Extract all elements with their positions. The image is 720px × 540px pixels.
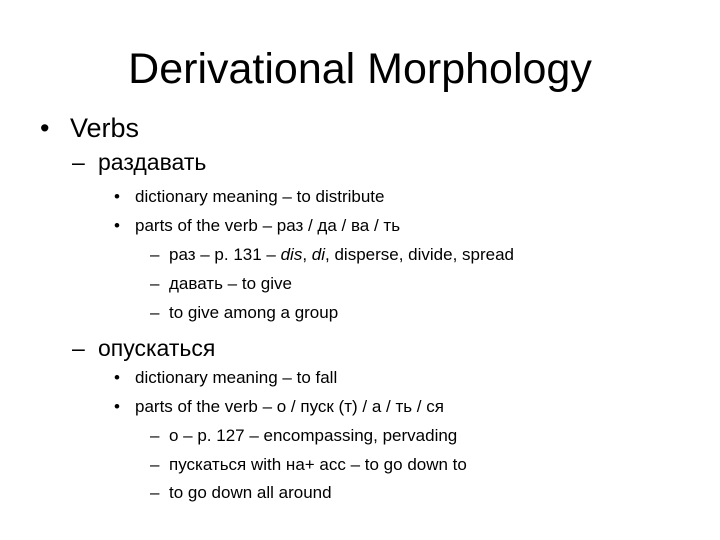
verb-word: опускаться — [98, 335, 216, 361]
sub-text: пускаться with на+ acc – to go down to — [169, 455, 467, 474]
parts-text: parts of the verb – раз / да / ва / ть — [135, 216, 401, 235]
bullet-dot: • — [114, 187, 120, 206]
sub-item-group — [150, 302, 338, 324]
sub-item-raz — [150, 244, 514, 266]
list-item-parts — [114, 215, 400, 237]
verb-item-razdavat — [72, 148, 206, 176]
sub-text: to give among a group — [169, 303, 339, 322]
sub-text: о – p. 127 – encompassing, pervading — [169, 426, 458, 445]
bullet-dash: – — [150, 274, 160, 293]
sub-item-davat — [150, 273, 292, 295]
verb-word: раздавать — [98, 149, 207, 175]
bullet-dot: • — [40, 113, 50, 143]
list-item-parts — [114, 396, 444, 418]
bullet-dash: – — [150, 303, 160, 322]
sub-text-italic-di: di — [311, 245, 326, 264]
bullet-dash: – — [150, 455, 160, 474]
sub-text: to go down all around — [169, 483, 332, 502]
meaning-text: dictionary meaning – to fall — [135, 368, 338, 387]
bullet-item-verbs — [40, 112, 139, 144]
sub-text-sep: , — [302, 245, 312, 264]
slide-title: Derivational Morphology — [128, 45, 592, 93]
bullet-dash: – — [72, 335, 85, 361]
list-item-meaning — [114, 186, 384, 208]
sub-text-italic-dis: dis — [280, 245, 303, 264]
bullet-dash: – — [150, 483, 160, 502]
parts-text: parts of the verb – о / пуск (т) / а / ть / ся — [135, 397, 444, 416]
list-item-meaning — [114, 367, 337, 389]
bullet-dash: – — [150, 426, 160, 445]
bullet-dot: • — [114, 368, 120, 387]
bullet-dash: – — [150, 245, 160, 264]
bullet-dash: – — [72, 149, 85, 175]
bullet-text: Verbs — [70, 113, 140, 143]
sub-text-pre: раз – p. 131 – — [169, 245, 281, 264]
sub-text: давать – to give — [169, 274, 292, 293]
bullet-dot: • — [114, 216, 120, 235]
sub-item-around — [150, 482, 332, 504]
meaning-text: dictionary meaning – to distribute — [135, 187, 385, 206]
bullet-dot: • — [114, 397, 120, 416]
sub-text-post: , disperse, divide, spread — [325, 245, 515, 264]
sub-item-o — [150, 425, 457, 447]
sub-item-puskatsya — [150, 454, 467, 476]
verb-item-opuskatsya — [72, 334, 215, 362]
